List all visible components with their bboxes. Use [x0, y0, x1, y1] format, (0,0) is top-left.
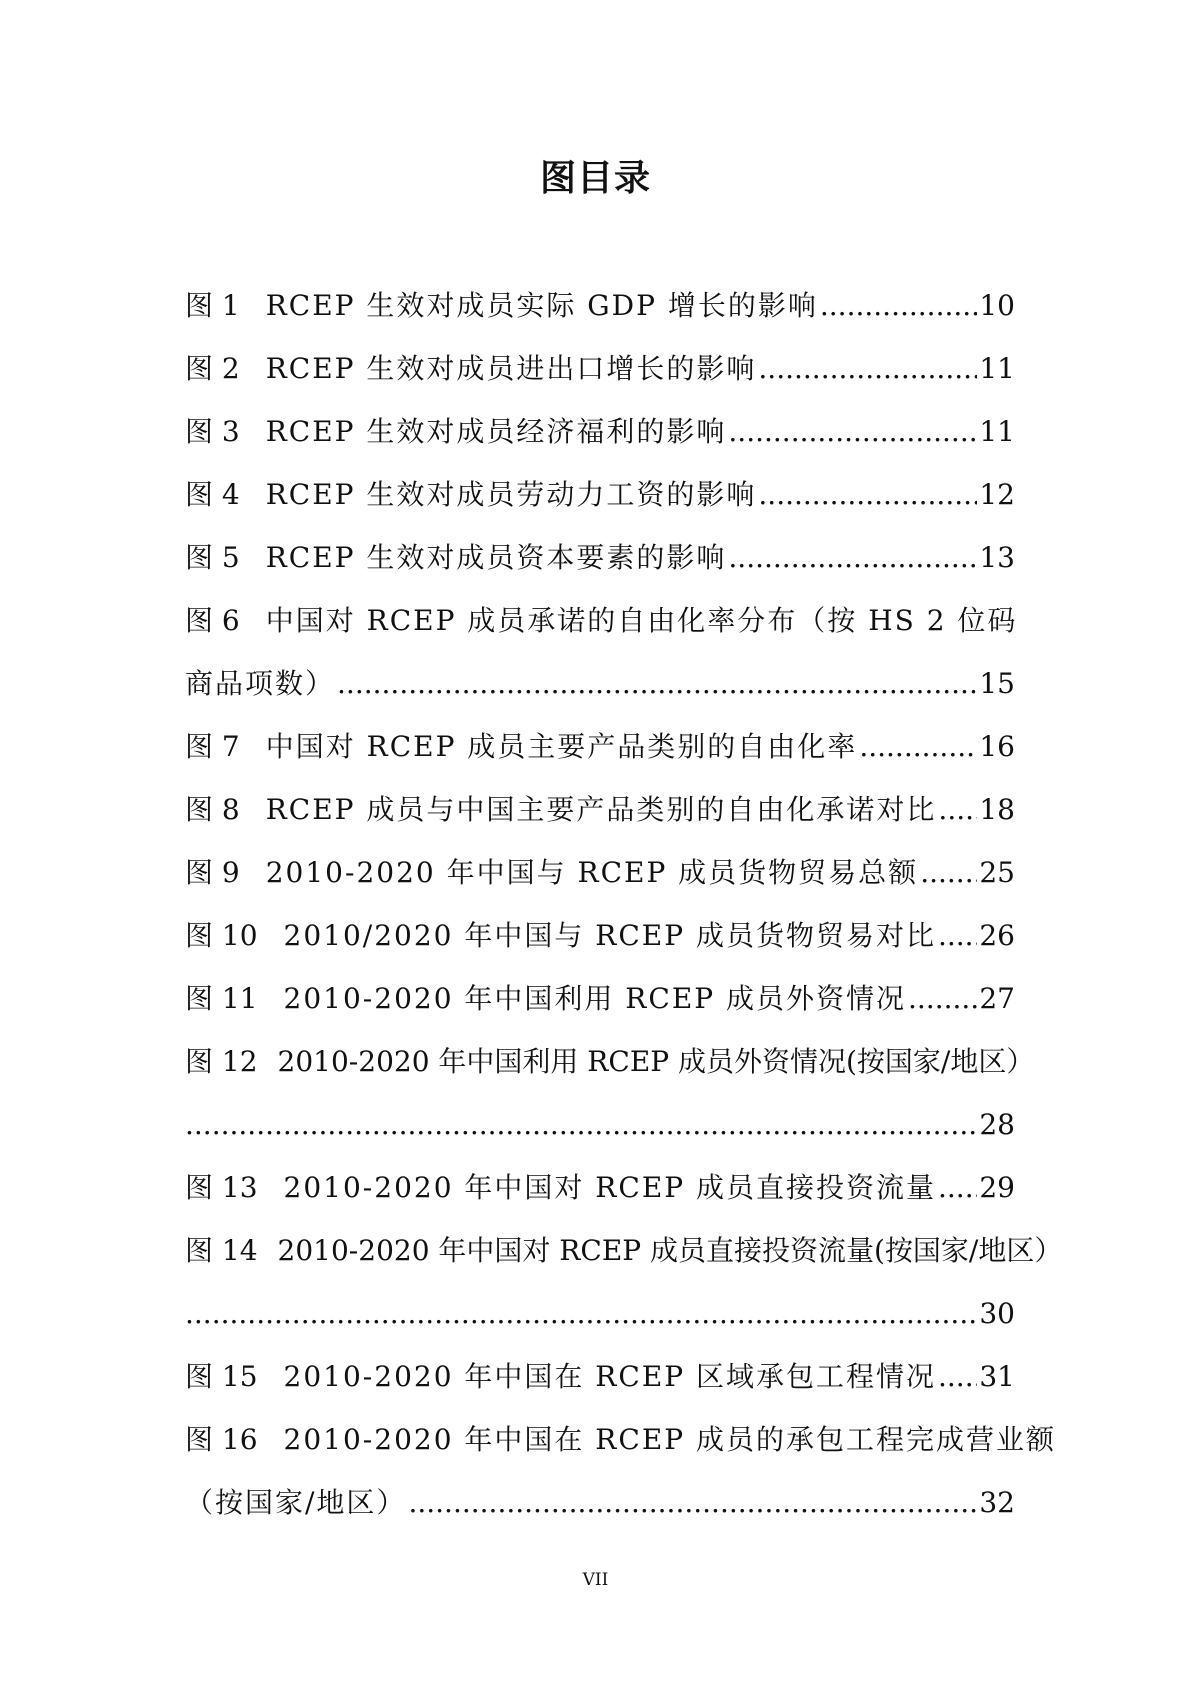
toc-entry[interactable]	[185, 1219, 1063, 1282]
toc-entry[interactable]	[185, 904, 1015, 967]
dot-leader	[185, 1282, 977, 1345]
page-title: 图目录	[539, 158, 651, 199]
figure-title: RCEP 生效对成员资本要素的影响	[265, 541, 727, 574]
figure-title: 2010/2020 年中国与 RCEP 成员货物贸易对比	[283, 919, 936, 952]
page-number: 15	[979, 667, 1015, 700]
toc-entry[interactable]	[185, 526, 1015, 589]
figure-number: 图 16	[185, 1423, 258, 1456]
toc-entry-continuation[interactable]	[185, 1282, 1015, 1345]
figure-title: 中国对 RCEP 成员承诺的自由化率分布（按 HS 2 位码	[265, 604, 1018, 637]
page-number: 18	[979, 793, 1015, 826]
figure-title: RCEP 生效对成员进出口增长的影响	[265, 352, 757, 385]
figure-list	[185, 274, 1063, 1534]
page-footer-number: VII	[582, 1570, 609, 1590]
figure-title: 2010-2020 年中国对 RCEP 成员直接投资流量	[283, 1171, 936, 1204]
figure-number: 图 7	[185, 730, 240, 763]
dot-leader	[337, 652, 977, 715]
figure-number: 图 13	[185, 1171, 258, 1204]
page-number: 31	[979, 1360, 1015, 1393]
dot-leader	[938, 904, 977, 967]
figure-number: 图 5	[185, 541, 240, 574]
figure-title: RCEP 成员与中国主要产品类别的自由化承诺对比	[265, 793, 937, 826]
page-number: 28	[979, 1108, 1015, 1141]
dot-leader	[859, 715, 977, 778]
toc-entry[interactable]	[185, 274, 1015, 337]
figure-title: 2010-2020 年中国利用 RCEP 成员外资情况(按国家/地区）	[277, 1045, 1035, 1078]
page-number: 11	[979, 352, 1015, 385]
figure-number: 图 10	[185, 919, 258, 952]
toc-entry[interactable]	[185, 463, 1015, 526]
figure-number: 图 1	[185, 289, 240, 322]
dot-leader	[408, 1471, 977, 1534]
toc-entry[interactable]	[185, 1345, 1015, 1408]
figure-number: 图 4	[185, 478, 240, 511]
toc-entry[interactable]	[185, 589, 1018, 652]
dot-leader	[820, 274, 977, 337]
toc-entry-continuation[interactable]	[185, 652, 1015, 715]
page-number: 10	[979, 289, 1015, 322]
page-number: 27	[979, 982, 1015, 1015]
page-number: 26	[979, 919, 1015, 952]
figure-title: 2010-2020 年中国利用 RCEP 成员外资情况	[283, 982, 906, 1015]
figure-number: 图 15	[185, 1360, 258, 1393]
figure-title: RCEP 生效对成员实际 GDP 增长的影响	[265, 289, 818, 322]
figure-number: 图 6	[185, 604, 240, 637]
figure-title: RCEP 生效对成员劳动力工资的影响	[265, 478, 757, 511]
figure-title: RCEP 生效对成员经济福利的影响	[265, 415, 727, 448]
toc-entry[interactable]	[185, 715, 1015, 778]
toc-entry[interactable]	[185, 337, 1015, 400]
figure-title: 2010-2020 年中国在 RCEP 区域承包工程情况	[283, 1360, 936, 1393]
dot-leader	[728, 526, 977, 589]
figure-number: 图 3	[185, 415, 240, 448]
dot-leader	[728, 400, 977, 463]
toc-entry[interactable]	[185, 967, 1015, 1030]
dot-leader	[908, 967, 977, 1030]
page-number: 32	[979, 1486, 1015, 1519]
dot-leader	[938, 1345, 977, 1408]
page-number: 25	[979, 856, 1015, 889]
dot-leader	[938, 778, 977, 841]
page-number: 13	[979, 541, 1015, 574]
figure-number: 图 9	[185, 856, 240, 889]
dot-leader	[938, 1156, 977, 1219]
page-number: 30	[979, 1297, 1015, 1330]
figure-title: 2010-2020 年中国在 RCEP 成员的承包工程完成营业额	[283, 1423, 1056, 1456]
toc-entry[interactable]	[185, 400, 1015, 463]
page-number: 11	[979, 415, 1015, 448]
figure-title: 2010-2020 年中国对 RCEP 成员直接投资流量(按国家/地区）	[277, 1234, 1063, 1267]
toc-entry[interactable]	[185, 1408, 1056, 1471]
page-number: 29	[979, 1171, 1015, 1204]
toc-entry[interactable]	[185, 778, 1015, 841]
figure-number: 图 8	[185, 793, 240, 826]
toc-entry[interactable]	[185, 1030, 1035, 1093]
figure-title: 中国对 RCEP 成员主要产品类别的自由化率	[265, 730, 858, 763]
figure-number: 图 14	[185, 1234, 258, 1267]
figure-number: 图 11	[185, 982, 258, 1015]
toc-entry[interactable]	[185, 1156, 1015, 1219]
dot-leader	[758, 337, 977, 400]
toc-entry-continuation[interactable]	[185, 1471, 1015, 1534]
page-number: 16	[979, 730, 1015, 763]
dot-leader	[185, 1093, 977, 1156]
page-number: 12	[979, 478, 1015, 511]
figure-number: 图 2	[185, 352, 240, 385]
figure-title: 2010-2020 年中国与 RCEP 成员货物贸易总额	[265, 856, 919, 889]
figure-title-continuation: 商品项数）	[185, 667, 336, 700]
figure-title-continuation: （按国家/地区）	[185, 1486, 407, 1519]
toc-entry[interactable]	[185, 841, 1015, 904]
dot-leader	[758, 463, 977, 526]
dot-leader	[920, 841, 977, 904]
figure-number: 图 12	[185, 1045, 258, 1078]
toc-entry-continuation[interactable]	[185, 1093, 1015, 1156]
